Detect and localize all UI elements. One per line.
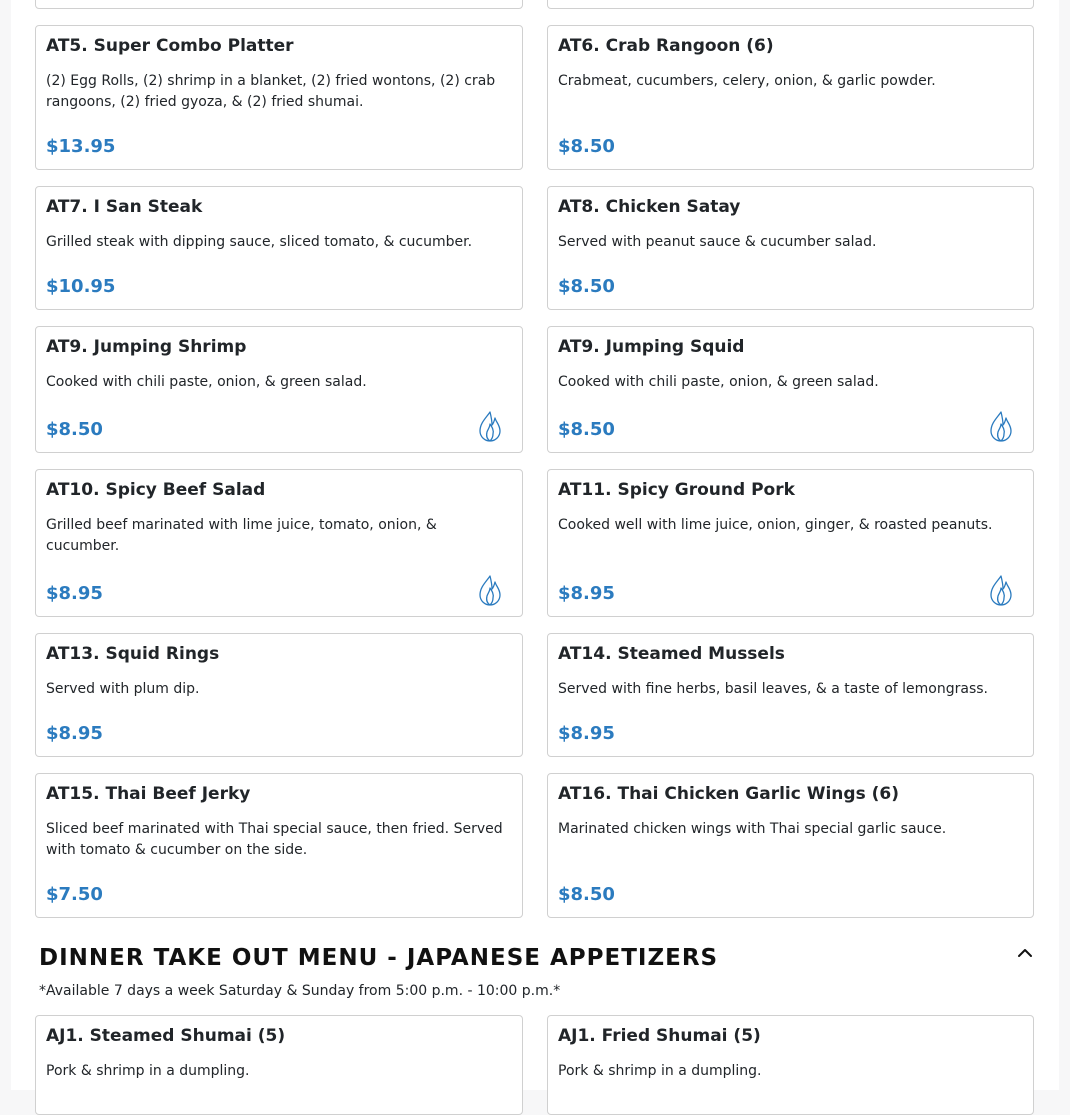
menu-item-description: Cooked well with lime juice, onion, ginger, & roasted peanuts.	[558, 517, 993, 533]
menu-item-card[interactable]	[547, 469, 1034, 617]
menu-item-card[interactable]	[547, 186, 1034, 310]
section-title: DINNER TAKE OUT MENU - JAPANESE APPETIZERS	[39, 945, 719, 971]
menu-item-card[interactable]	[547, 25, 1034, 170]
menu-item-card[interactable]	[35, 186, 523, 310]
menu-item-price: $8.95	[46, 583, 103, 604]
menu-item-name: AT13. Squid Rings	[46, 644, 220, 664]
menu-item-description: Marinated chicken wings with Thai special garlic sauce.	[558, 821, 947, 837]
spicy-flame-icon	[988, 574, 1014, 606]
menu-item-card[interactable]	[547, 326, 1034, 453]
menu-item-card[interactable]	[35, 469, 523, 617]
menu-item-description: (2) Egg Rolls, (2) shrimp in a blanket, (2) fried wontons, (2) crab rangoons, (2) fried gyoza, & (2) fried shumai.	[46, 73, 496, 110]
menu-item-card-partial[interactable]	[547, 0, 1034, 9]
menu-item-name: AT8. Chicken Satay	[558, 197, 741, 217]
menu-item-name: AJ1. Steamed Shumai (5)	[46, 1026, 286, 1046]
spicy-flame-icon	[988, 410, 1014, 442]
menu-item-name: AT15. Thai Beef Jerky	[46, 784, 251, 804]
menu-item-price: $8.95	[558, 723, 615, 744]
menu-item-name: AT14. Steamed Mussels	[558, 644, 785, 664]
menu-item-description: Pork & shrimp in a dumpling.	[558, 1063, 762, 1079]
menu-item-name: AT16. Thai Chicken Garlic Wings (6)	[558, 784, 899, 804]
spicy-flame-icon	[477, 410, 503, 442]
menu-item-price: $8.95	[46, 723, 103, 744]
menu-item-description: Pork & shrimp in a dumpling.	[46, 1063, 250, 1079]
menu-item-card[interactable]	[35, 25, 523, 170]
menu-item-card[interactable]	[35, 1015, 523, 1115]
menu-item-card-partial[interactable]	[35, 0, 523, 9]
menu-item-price: $8.50	[558, 276, 615, 297]
menu-item-price: $13.95	[46, 136, 116, 157]
chevron-up-icon[interactable]	[1015, 943, 1035, 963]
menu-item-price: $10.95	[46, 276, 116, 297]
section-availability-note: *Available 7 days a week Saturday & Sunday from 5:00 p.m. - 10:00 p.m.*	[39, 983, 561, 999]
menu-item-price: $8.50	[46, 419, 103, 440]
menu-item-card[interactable]	[35, 326, 523, 453]
menu-item-description: Crabmeat, cucumbers, celery, onion, & garlic powder.	[558, 73, 936, 89]
menu-item-description: Served with fine herbs, basil leaves, & a taste of lemongrass.	[558, 681, 988, 697]
menu-item-name: AT9. Jumping Shrimp	[46, 337, 247, 357]
menu-item-name: AT10. Spicy Beef Salad	[46, 480, 266, 500]
menu-item-description: Sliced beef marinated with Thai special sauce, then fried. Served with tomato & cucumber on the side.	[46, 821, 503, 858]
menu-item-price: $8.50	[558, 884, 615, 905]
menu-item-name: AT5. Super Combo Platter	[46, 36, 294, 56]
menu-item-name: AJ1. Fried Shumai (5)	[558, 1026, 761, 1046]
menu-item-name: AT6. Crab Rangoon (6)	[558, 36, 774, 56]
menu-item-card[interactable]	[547, 633, 1034, 757]
menu-item-description: Cooked with chili paste, onion, & green salad.	[558, 374, 879, 390]
menu-item-price: $8.50	[558, 136, 615, 157]
spicy-flame-icon	[477, 574, 503, 606]
menu-item-name: AT7. I San Steak	[46, 197, 203, 217]
menu-item-card[interactable]	[35, 773, 523, 918]
menu-item-price: $8.95	[558, 583, 615, 604]
menu-item-card[interactable]	[547, 773, 1034, 918]
menu-item-price: $7.50	[46, 884, 103, 905]
menu-item-description: Grilled steak with dipping sauce, sliced tomato, & cucumber.	[46, 234, 473, 250]
menu-item-description: Served with peanut sauce & cucumber salad.	[558, 234, 877, 250]
menu-item-description: Served with plum dip.	[46, 681, 200, 697]
menu-item-name: AT11. Spicy Ground Pork	[558, 480, 795, 500]
menu-item-description: Grilled beef marinated with lime juice, tomato, onion, & cucumber.	[46, 517, 437, 554]
menu-item-card[interactable]	[35, 633, 523, 757]
menu-item-card[interactable]	[547, 1015, 1034, 1115]
menu-item-name: AT9. Jumping Squid	[558, 337, 745, 357]
menu-item-description: Cooked with chili paste, onion, & green salad.	[46, 374, 367, 390]
menu-item-price: $8.50	[558, 419, 615, 440]
